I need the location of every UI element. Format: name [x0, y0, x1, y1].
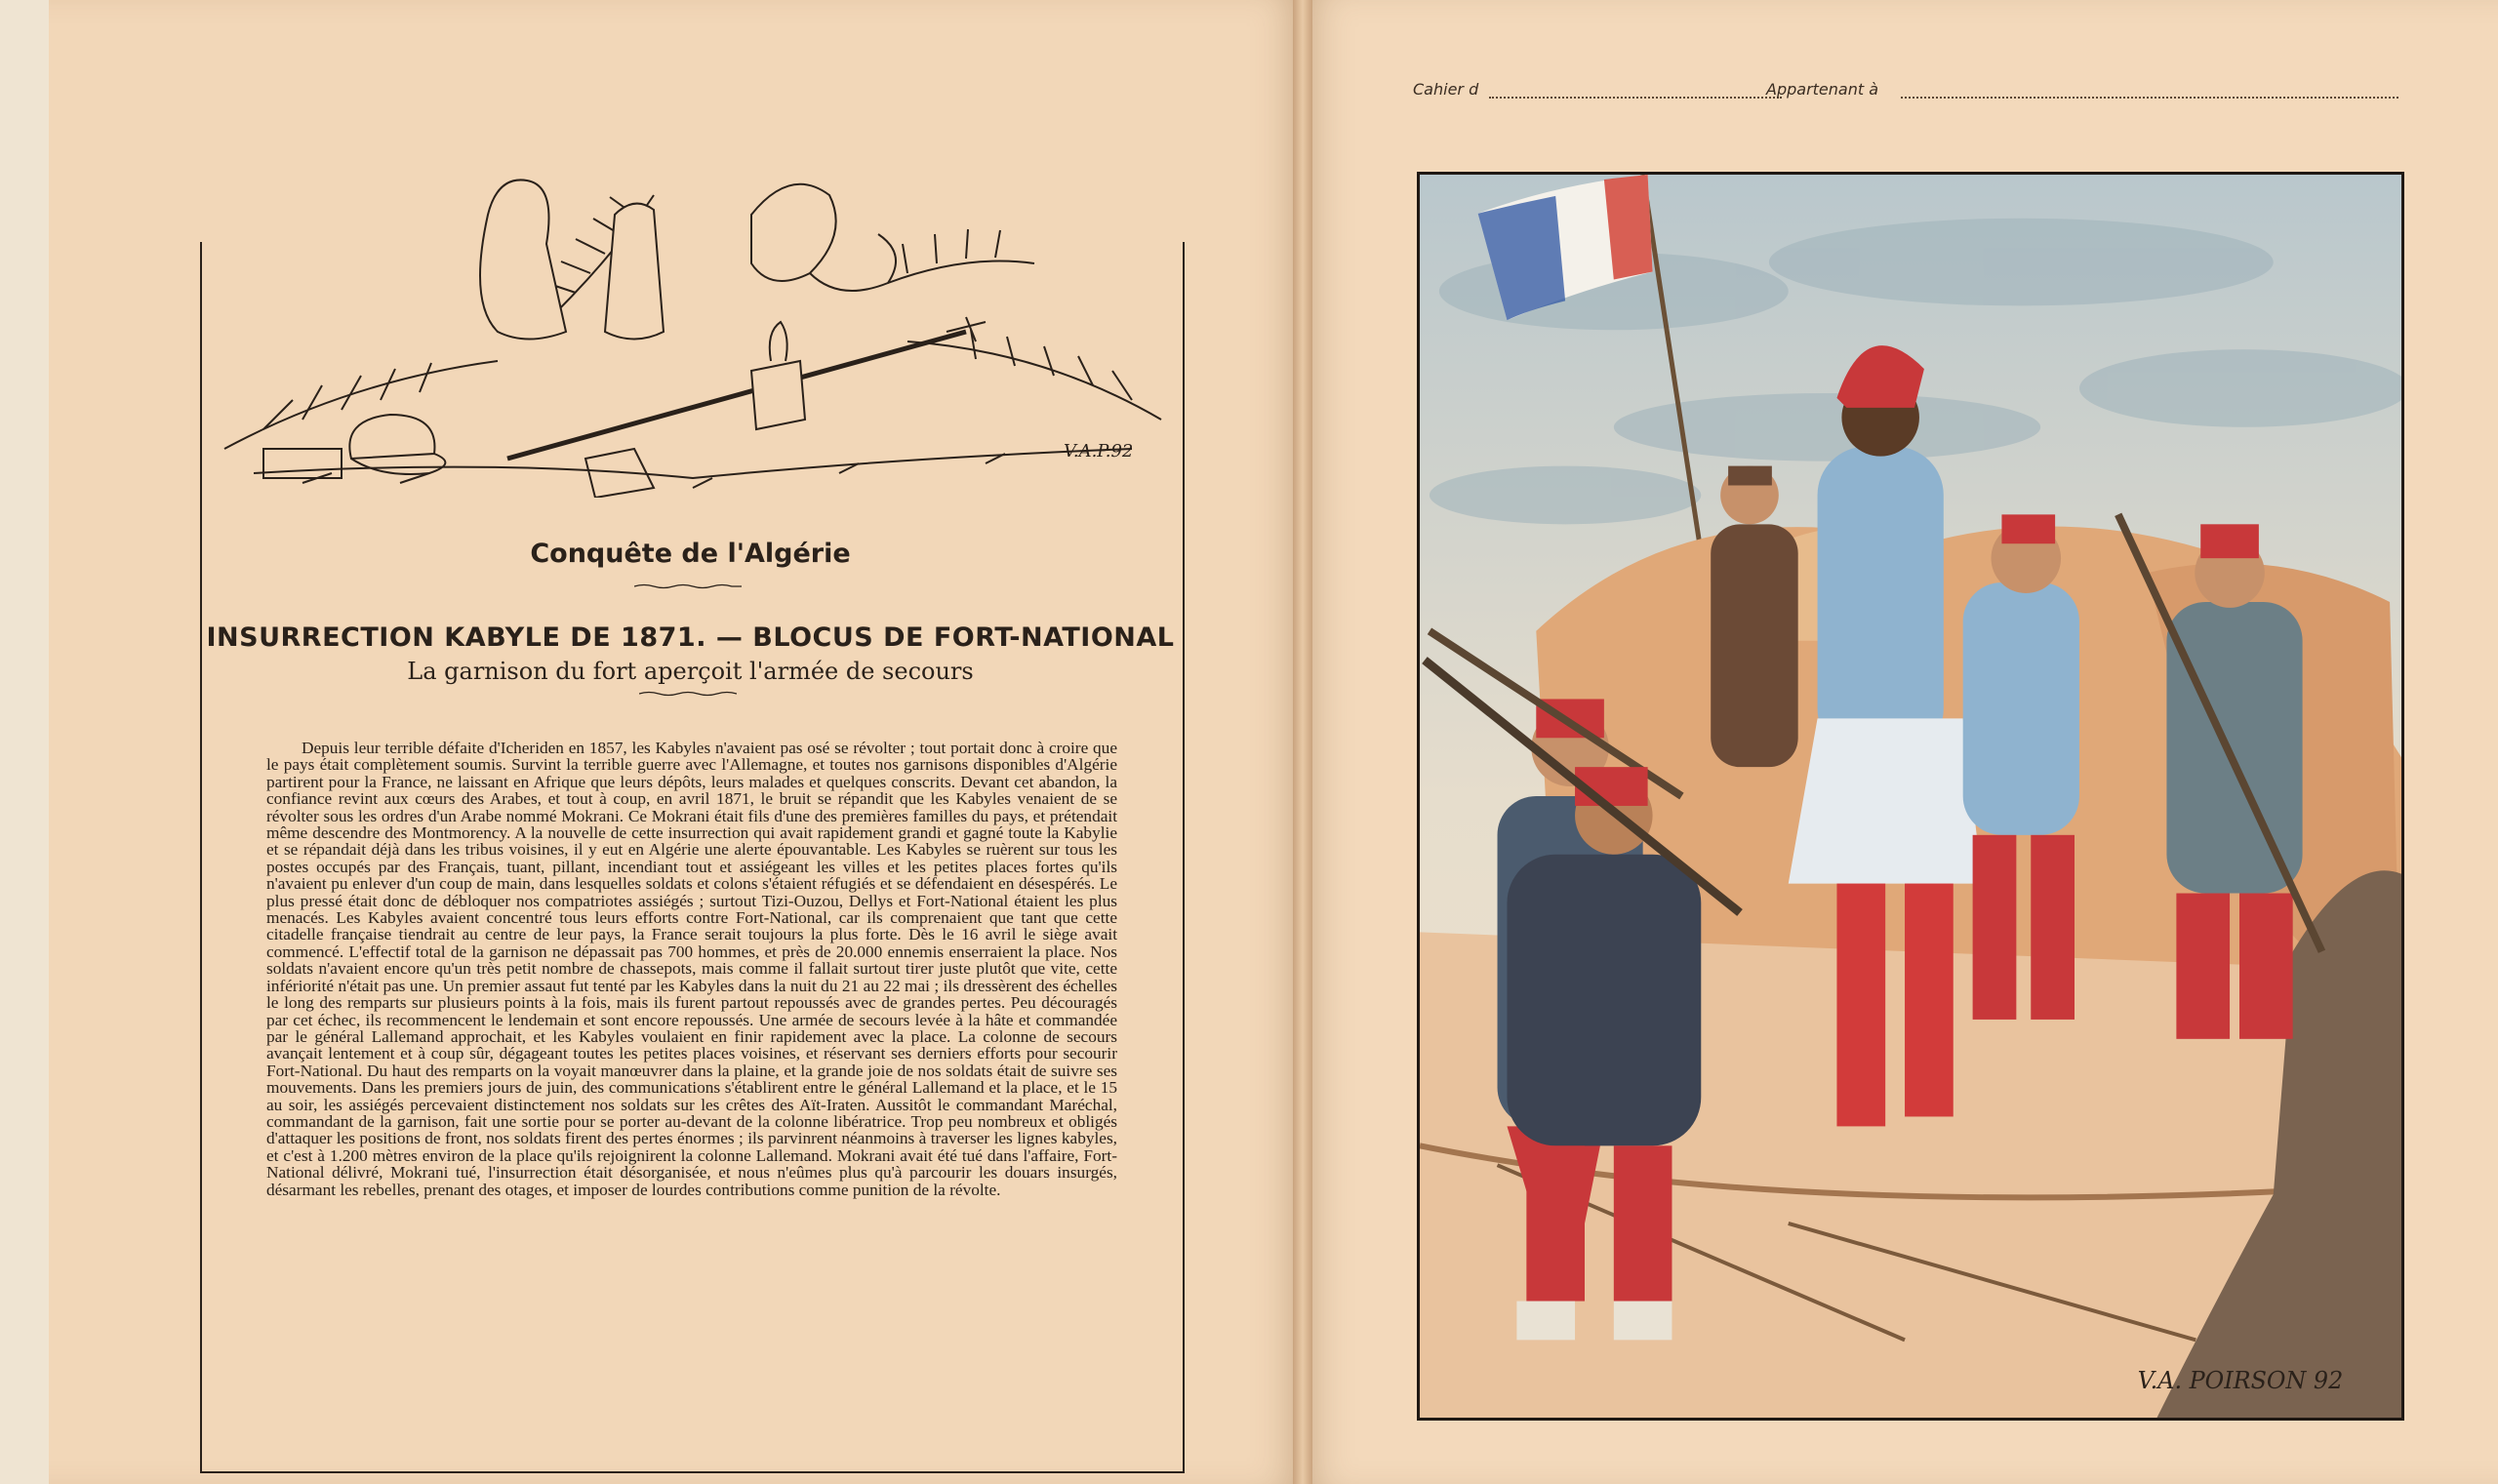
subtitle-ornament [639, 691, 737, 697]
article-headline: INSURRECTION KABYLE DE 1871. — BLOCUS DE FORT-NATIONAL [206, 622, 1175, 653]
appartenant-blank-line [1901, 97, 2398, 99]
page-gutter [1293, 0, 1312, 1484]
cahier-blank-line [1489, 97, 1782, 99]
title-ornament [634, 583, 742, 589]
article-body [266, 740, 1117, 1198]
article-paragraph: Depuis leur terrible défaite d'Icheriden en 1857, les Kabyles n'avaient pas osé se révolter ; tout portait donc à croire que le pays était complètement soumis. Survint la terrible guerre avec l'Allemagne, et toutes nos garnisons disponibles d'Algérie partirent pour la France, ne laissant en Afrique que leurs dépôts, leurs malades et quelques conscrits. Devant cet abandon, la confiance revint aux cœurs des Arabes, et tout à coup, en avril 1871, le bruit se répandit que les Kabyles venaient de se révolter sous les ordres d'un Arabe nommé Mokrani. Ce Mokrani était fils d'une des premières familles du pays, et prétendait même descendre des Montmorency. A la nouvelle de cette insurrection qui avait rapidement grandi et gagné toute la Kabylie et se répandait déjà dans les tribus voisines, il y eut en Algérie une alerte épouvantable. Les Kabyles se ruèrent sur tous les postes occupés par des Français, tuant, pillant, incendiant tout et assiégeant les villes et les petites places fortes qu'ils n'avaient pu enlever d'un coup de main, dans lesquelles soldats et colons s'étaient réfugiés et se défendaient en désespérés. Le plus pressé était donc de débloquer nos compatriotes assiégés ; surtout Tizi-Ouzou, Dellys et Fort-National étaient les plus menacés. Les Kabyles avaient concentré tous leurs efforts contre Fort-National, car ils comprenaient que tant que cette citadelle française tiendrait au centre de leur pays, la France serait toujours la plus forte. Dès le 16 avril le siège avait commencé. L'effectif total de la garnison ne dépassait pas 700 hommes, et près de 20.000 ennemis enserraient la place. Nos soldats n'avaient encore qu'un très petit nombre de chassepots, mais comme il fallait surtout tirer juste plutôt que vite, cette infériorité n'était pas une. Un premier assaut fut tenté par les Kabyles dans la nuit du 21 au 22 mai ; ils dressèrent des échelles le long des remparts sur plusieurs points à la fois, mais ils furent partout repoussés avec de grandes pertes. Peu découragés par cet échec, ils recommencent le lendemain et sont encore repoussés. Une armée de secours levée à la hâte et commandée par le général Lallemand approchait, et les Kabyles voulaient en finir rapidement avec la place. La colonne de secours avançait lentement et à coup sûr, dégageant toutes les petites places voisines, et réservant ses derniers efforts pour secourir Fort-National. Du haut des remparts on la voyait manœuvrer dans la plaine, et la grande joie de nos soldats était de suivre ses mouvements. Dans les premiers jours de juin, des communications s'établirent entre le général Lallemand et la place, et le 15 au soir, les assiégés percevaient distinctement nos soldats sur les crêtes des Aït-Iraten. Aussitôt le commandant Maréchal, commandant de la garnison, fait une sortie pour se porter au-devant de la colonne libératrice. Trop peu nombreux et obligés d'attaquer les positions de front, nos soldats firent des pertes énormes ; ils parvinrent néanmoins à traverser les lignes kabyles, et c'est à 1.200 mètres environ de la place qu'ils rejoignirent la colonne Lallemand. Mokrani avait été tué dans l'affaire, Fort-National délivré, Mokrani tué, l'insurrection était désorganisée, et nous n'eûmes plus qu'à parcourir les douars insurgés, désarmant les rebelles, prenant des otages, et imposer de lourdes contributions comme punition de la révolte. [266, 739, 1117, 1199]
notebook-header [1413, 80, 2398, 109]
page-title: Conquête de l'Algérie [530, 539, 851, 569]
appartenant-label: Appartenant à [1766, 80, 1879, 99]
illustration-signature: V.A. POIRSON 92 [2137, 1367, 2344, 1395]
article-subtitle: La garnison du fort aperçoit l'armée de secours [407, 658, 974, 685]
cahier-label: Cahier d [1413, 80, 1479, 99]
battle-illustration [1417, 172, 2404, 1421]
military-trophy-engraving [205, 137, 1181, 498]
engraving-signature: V.A.P.92 [1064, 441, 1134, 461]
